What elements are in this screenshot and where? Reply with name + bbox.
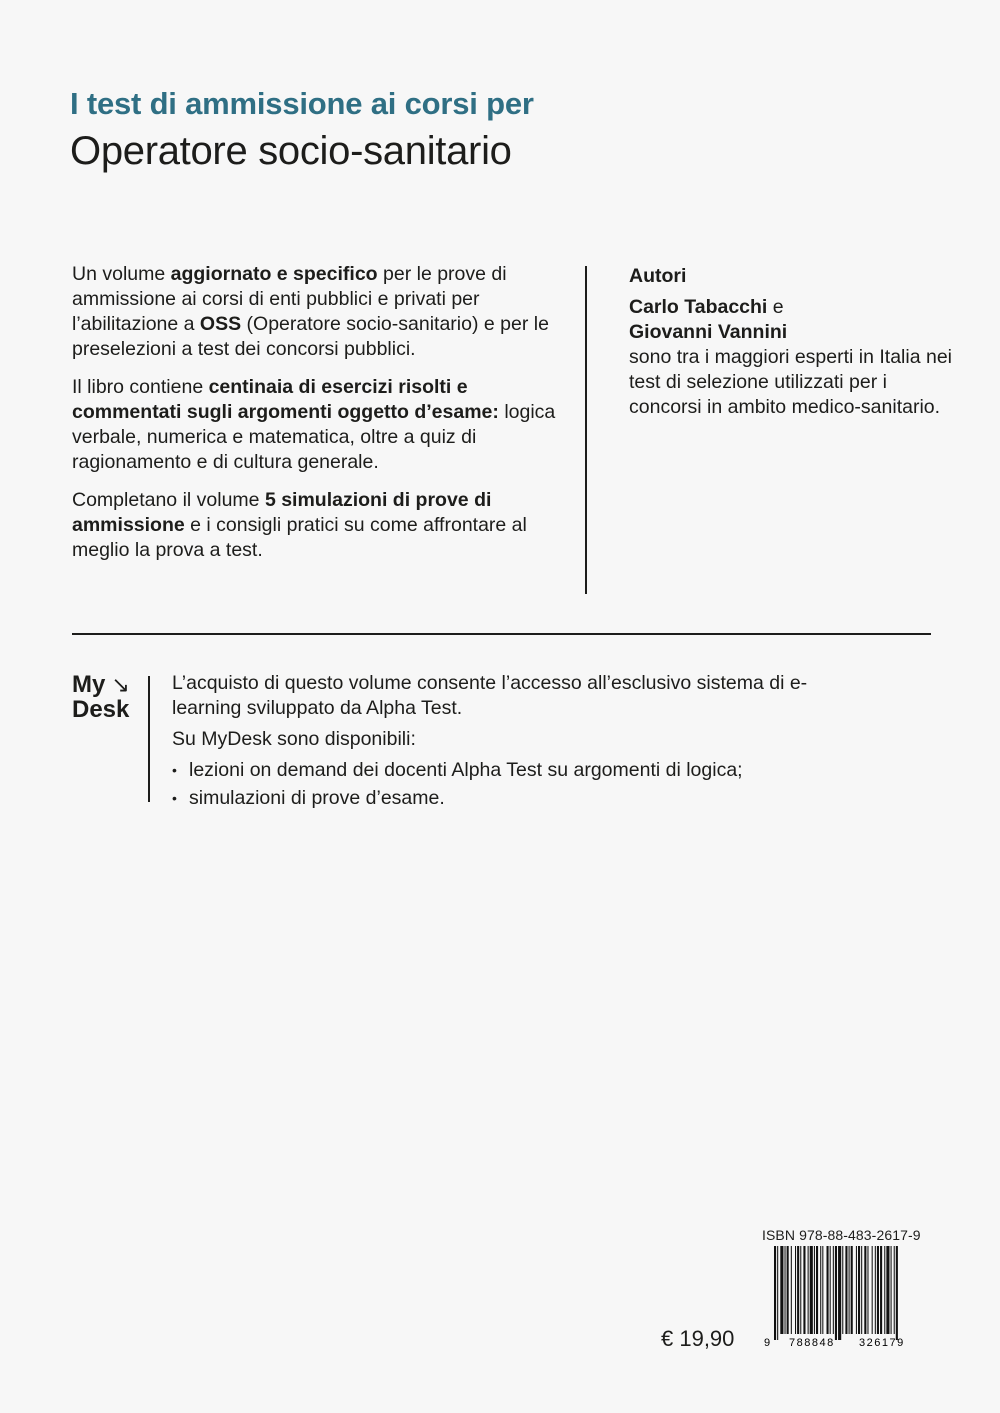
authors-column	[629, 264, 959, 420]
barcode-bar	[856, 1246, 857, 1334]
mydesk-available: Su MyDesk sono disponibili:	[172, 728, 416, 750]
title-line-1: I test di ammissione ai corsi per	[70, 86, 534, 121]
barcode-bar	[774, 1246, 776, 1340]
list-item: • simulazioni di prove d’esame.	[172, 786, 872, 811]
arrow-down-right-icon: ↘	[111, 672, 130, 697]
author-2: Giovanni Vannini	[629, 321, 788, 343]
title-line-2: Operatore socio-sanitario	[70, 129, 512, 173]
barcode-bar	[851, 1246, 853, 1334]
section-divider	[72, 633, 931, 635]
barcode-bar	[816, 1246, 818, 1334]
barcode-bar	[896, 1246, 898, 1340]
barcode-bar	[875, 1246, 876, 1334]
barcode-bar	[803, 1246, 805, 1334]
barcode-bar	[810, 1246, 813, 1334]
barcode-bar	[830, 1246, 831, 1334]
barcode-bar	[820, 1246, 821, 1334]
barcode-bar	[835, 1246, 837, 1340]
barcode-bar	[845, 1246, 847, 1334]
barcode-bar	[785, 1246, 786, 1334]
barcode-bar	[808, 1246, 809, 1334]
barcode	[762, 1246, 922, 1348]
barcode-bar	[867, 1246, 868, 1334]
barcode-bar	[795, 1246, 796, 1334]
column-divider	[585, 266, 587, 594]
barcode-bar	[861, 1246, 862, 1334]
description-paragraph-3: Completano il volume 5 simulazioni di prove di ammissione e i consigli pratici su come affrontare al meglio la prova a test.	[72, 489, 527, 561]
barcode-bar	[777, 1246, 778, 1340]
barcode-bar	[842, 1246, 843, 1334]
barcode-bar	[880, 1246, 882, 1334]
list-item: • lezioni on demand dei docenti Alpha Test su argomenti di logica;	[172, 758, 872, 783]
isbn-label: ISBN 978-88-483-2617-9	[762, 1227, 921, 1243]
barcode-digits-left: 788848	[789, 1337, 835, 1348]
barcode-bar	[833, 1246, 834, 1334]
barcode-digit-first: 9	[764, 1337, 771, 1348]
author-1: Carlo Tabacchi e	[629, 296, 784, 318]
authors-bio: sono tra i maggiori esperti in Italia nei test di selezione utilizzati per i concorsi in ambito medico-sanitario.	[629, 346, 952, 418]
barcode-digits-right: 326179	[859, 1337, 905, 1348]
barcode-bar	[797, 1246, 799, 1334]
barcode-bar	[872, 1246, 873, 1334]
description-paragraph-2: Il libro contiene centinaia di esercizi risolti e commentati sugli argomenti oggetto d’esame: logica verbale, numerica e matematica, oltre a quiz di ragionamento e di cultura generale.	[72, 376, 556, 473]
authors-heading: Autori	[629, 265, 687, 287]
mydesk-intro: L’acquisto di questo volume consente l’accesso all’esclusivo sistema di e-learning sviluppato da Alpha Test.	[172, 672, 808, 719]
mydesk-divider	[148, 676, 150, 802]
barcode-bar	[849, 1246, 850, 1334]
barcode-bar	[884, 1246, 885, 1334]
barcode-bar	[827, 1246, 829, 1334]
barcode-bar	[886, 1246, 889, 1334]
barcode-bar	[791, 1246, 792, 1334]
barcode-bar	[864, 1246, 866, 1334]
mydesk-description	[172, 671, 872, 814]
barcode-bar	[877, 1246, 879, 1334]
barcode-bar	[838, 1246, 841, 1340]
mydesk-logo: My ↘ Desk	[72, 671, 130, 723]
barcode-bar	[787, 1246, 789, 1334]
barcode-bar	[894, 1246, 895, 1334]
barcode-bar	[814, 1246, 815, 1334]
mydesk-list	[172, 758, 872, 811]
barcode-bar	[800, 1246, 801, 1334]
barcode-bar	[858, 1246, 860, 1334]
description-paragraph-1: Un volume aggiornato e specifico per le prove di ammissione ai corsi di enti pubblici e privati per l’abilitazione a OSS (Operatore socio-sanitario) e per le preselezioni a test dei concorsi pubblici.	[72, 263, 549, 360]
description-column	[72, 262, 572, 563]
barcode-bar	[822, 1246, 823, 1334]
barcode-bar	[891, 1246, 892, 1334]
price-label: € 19,90	[661, 1326, 735, 1351]
barcode-bar	[780, 1246, 783, 1334]
